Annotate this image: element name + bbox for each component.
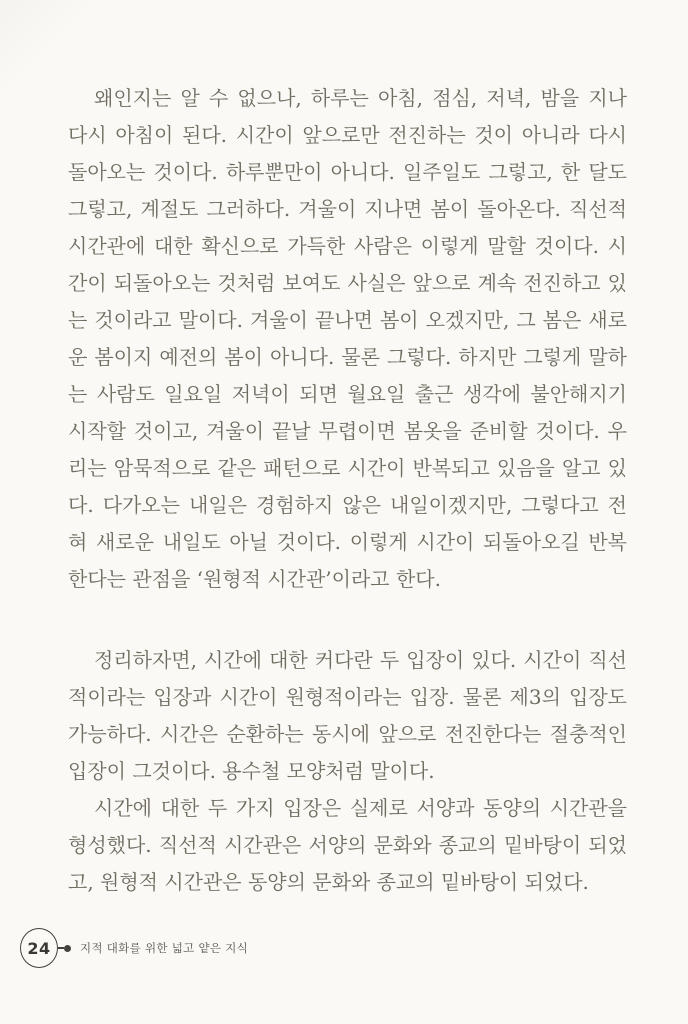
bullet-dot-icon: [64, 945, 71, 952]
page-number-badge: [20, 928, 58, 968]
body-paragraph: 왜인지는 알 수 없으나, 하루는 아침, 점심, 저녁, 밤을 지나 다시 아침이 된다. 시간이 앞으로만 전진하는 것이 아니라 다시 돌아오는 것이다. 하루뿐만이 아니다. 일주일도 그렇고, 한 달도 그렇고, 계절도 그러하다. 겨울이 지나면 봄이 돌아온다. 직선적 시간관에 대한 확신으로 가득한 사람은 이렇게 말할 것이다. 시간이 되돌아오는 것처럼 보여도 사실은 앞으로 계속 전진하고 있는 것이라고 말이다. 겨울이 끝나면 봄이 오겠지만, 그 봄은 새로운 봄이지 예전의 봄이 아니다. 물론 그렇다. 하지만 그렇게 말하는 사람도 일요일 저녁이 되면 월요일 출근 생각에 불안해지기 시작할 것이고, 겨울이 끝날 무렵이면 봄옷을 준비할 것이다. 우리는 암묵적으로 같은 패턴으로 시간이 반복되고 있음을 알고 있다. 다가오는 내일은 경험하지 않은 내일이겠지만, 그렇다고 전혀 새로운 내일도 아닐 것이다. 이렇게 시간이 되돌아오길 반복한다는 관점을 ‘원형적 시간관’이라고 한다.: [68, 86, 627, 591]
body-paragraph: 정리하자면, 시간에 대한 커다란 두 입장이 있다. 시간이 직선적이라는 입장과 시간이 원형적이라는 입장. 물론 제3의 입장도 가능하다. 시간은 순환하는 동시에 앞으로 전진한다는 절충적인 입장이 그것이다. 용수철 모양처럼 말이다.: [68, 648, 627, 783]
body-text-block: [68, 80, 627, 901]
page-number: 24: [27, 938, 51, 958]
page-footer: [20, 926, 248, 970]
body-paragraph: 시간에 대한 두 가지 입장은 실제로 서양과 동양의 시간관을 형성했다. 직선적 시간관은 서양의 문화와 종교의 밑바탕이 되었고, 원형적 시간관은 동양의 문화와 종교의 밑바탕이 되었다.: [68, 796, 627, 894]
running-book-title: 지적 대화를 위한 넓고 얕은 지식: [80, 941, 249, 955]
